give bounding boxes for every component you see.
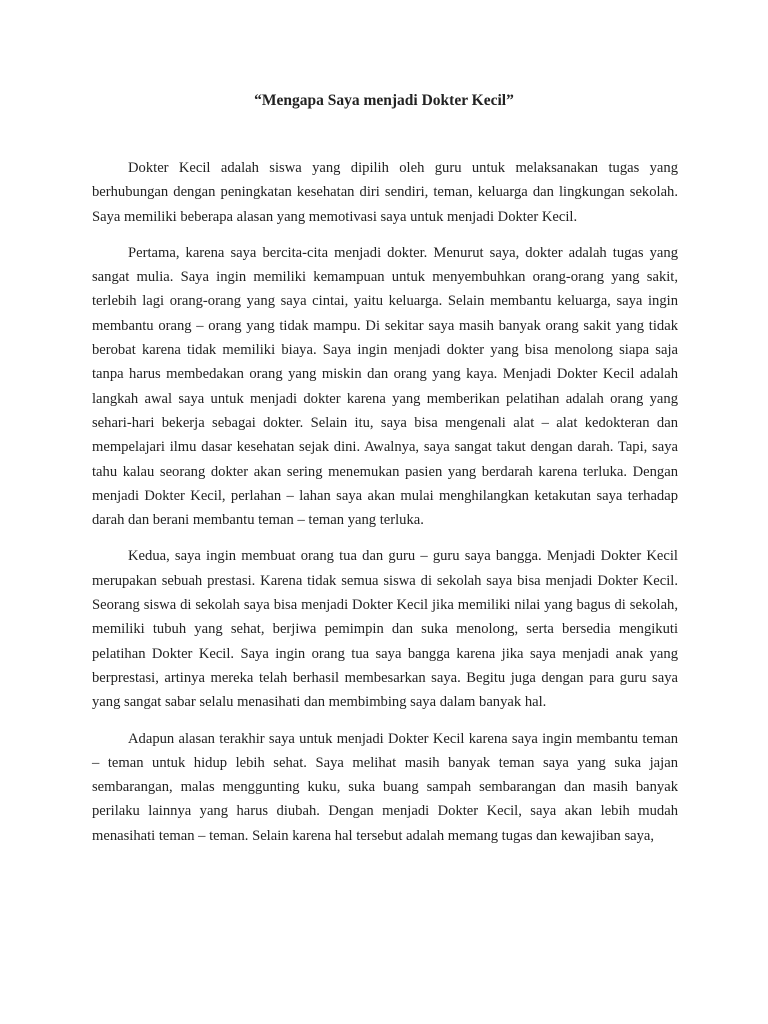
paragraph-3: Kedua, saya ingin membuat orang tua dan guru – guru saya bangga. Menjadi Dokter Kecil merupakan sebuah prestasi. Karena tidak semua siswa di sekolah saya bisa menjadi Dokter Kecil. Seorang siswa di sekolah saya bisa menjadi Dokter Kecil jika memiliki nilai yang bagus di sekolah, memiliki tubuh yang sehat, berjiwa pemimpin dan suka menolong, serta bersedia mengikuti pelatihan Dokter Kecil. Saya ingin orang tua saya bangga karena jika saya menjadi anak yang berprestasi, artinya mereka telah berhasil membesarkan saya. Begitu juga dengan para guru saya yang sangat sabar selalu menasihati dan membimbing saya dalam banyak hal. [92, 548, 678, 711]
document-title: “Mengapa Saya menjadi Dokter Kecil” [254, 92, 514, 109]
paragraph-2: Pertama, karena saya bercita-cita menjadi dokter. Menurut saya, dokter adalah tugas yang sangat mulia. Saya ingin memiliki kemampuan untuk menyembuhkan orang-orang yang sakit, terlebih lagi orang-orang yang saya cintai, yaitu keluarga. Selain membantu keluarga, saya ingin membantu orang – orang yang tidak mampu. Di sekitar saya masih banyak orang sakit yang tidak berobat karena tidak memiliki biaya. Saya ingin menjadi dokter yang bisa menolong siapa saja tanpa harus membedakan orang yang miskin dan orang yang kaya. Menjadi Dokter Kecil adalah langkah awal saya untuk menjadi dokter karena yang memberikan pelatihan adalah orang yang sehari-hari bekerja sebagai dokter. Selain itu, saya bisa mengenali alat – alat kedokteran dan mempelajari ilmu dasar kesehatan sejak dini. Awalnya, saya sangat takut dengan darah. Tapi, saya tahu kalau seorang dokter akan sering menemukan pasien yang berdarah karena terluka. Dengan menjadi Dokter Kecil, perlahan – lahan saya akan mulai menghilangkan ketakutan saya terhadap darah dan berani membantu teman – teman yang terluka. [92, 244, 678, 529]
paragraph-1: Dokter Kecil adalah siswa yang dipilih oleh guru untuk melaksanakan tugas yang berhubungan dengan peningkatan kesehatan diri sendiri, teman, keluarga dan lingkungan sekolah. Saya memiliki beberapa alasan yang memotivasi saya untuk menjadi Dokter Kecil. [92, 160, 678, 225]
paragraph-4: Adapun alasan terakhir saya untuk menjadi Dokter Kecil karena saya ingin membantu teman – teman untuk hidup lebih sehat. Saya melihat masih banyak teman saya yang suka jajan sembarangan, malas menggunting kuku, suka buang sampah sembarangan dan masih banyak perilaku lainnya yang harus diubah. Dengan menjadi Dokter Kecil, saya akan lebih mudah menasihati teman – teman. Selain karena hal tersebut adalah memang tugas dan kewajiban saya, [92, 730, 678, 844]
document-body [92, 156, 678, 860]
